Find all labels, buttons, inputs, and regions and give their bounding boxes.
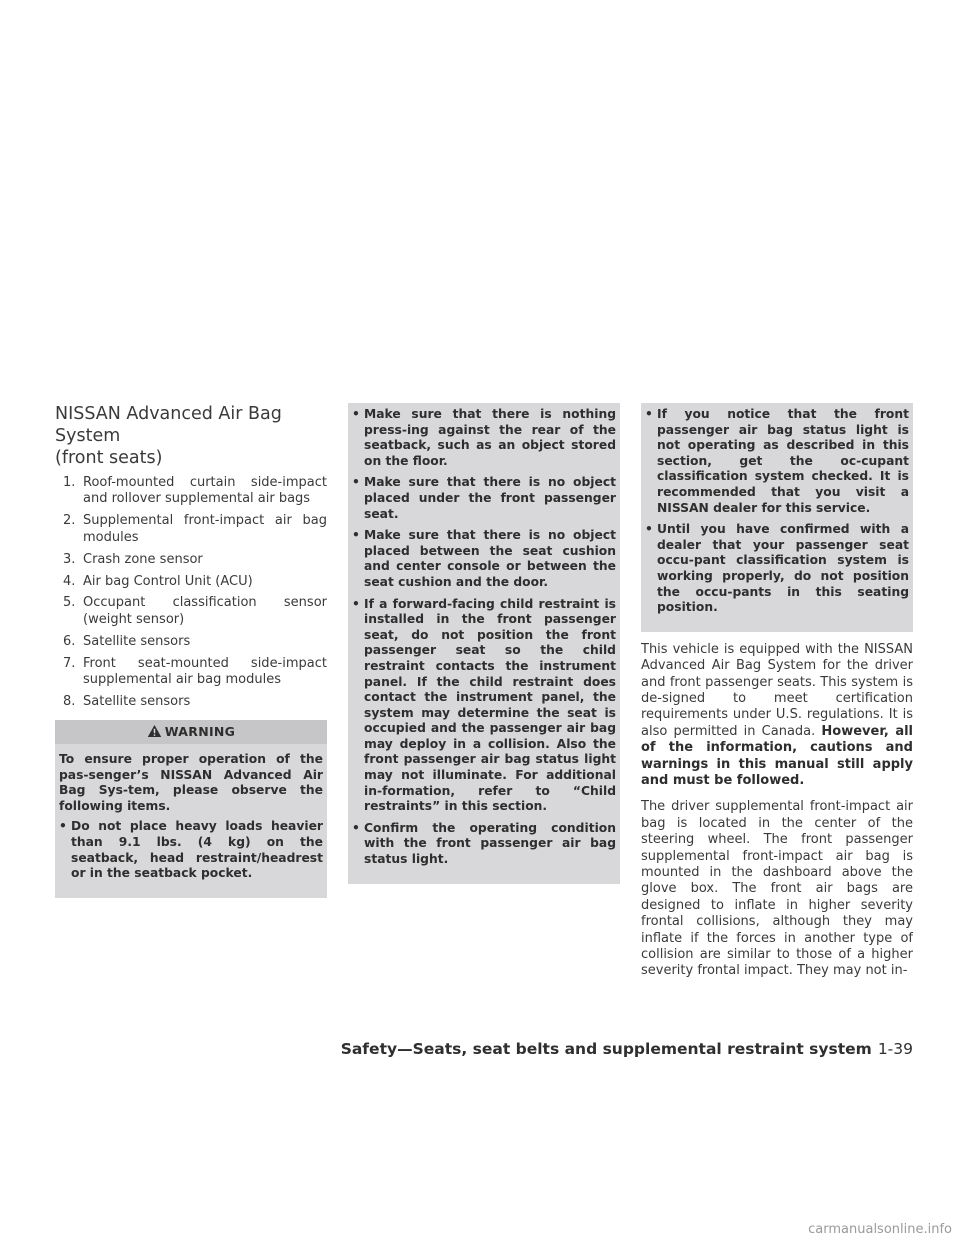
warning-intro: To ensure proper operation of the pas-senger’s NISSAN Advanced Air Bag Sys-tem, please observe the following items. [59, 751, 323, 813]
warning-box-continued [641, 403, 913, 632]
warning-list-col3 [645, 407, 909, 616]
warning-list-col2 [352, 407, 616, 868]
legend-item: 7. Front seat-mounted side-impact supplemental air bag modules [63, 655, 327, 688]
body-paragraph-1: This vehicle is equipped with the NISSAN Advanced Air Bag System for the driver and front passenger seats. This system is de-signed to meet certification requirements under U.S. regulations. It is also permitted in Canada. However, all of the information, cautions and warnings in this manual still apply and must be followed. [641, 641, 914, 788]
legend-item: 1. Roof-mounted curtain side-impact and rollover supplemental air bags [63, 475, 327, 507]
legend-item: 3. Crash zone sensor [63, 551, 203, 567]
page-footer [0, 1040, 913, 1058]
column-1 [55, 403, 327, 898]
warning-box-continued [348, 403, 620, 884]
legend-item: 8. Satellite sensors [63, 693, 191, 709]
column-3 [641, 403, 913, 980]
warning-triangle-icon [147, 724, 162, 738]
warning-item: • Make sure that there is no object placed between the seat cushion and center console or between the seat cushion and the door. [352, 528, 616, 589]
warning-item: • Confirm the operating condition with the front passenger air bag status light. [352, 820, 616, 867]
warning-item: • Make sure that there is no object placed under the front passenger seat. [352, 475, 616, 521]
warning-item: • If a forward-facing child restraint is installed in the front passenger seat, do not position the front passenger seat so the child restraint contacts the instrument panel. If the child restraint does contact the instrument panel, the system may determine the seat is occupied and the passenger air bag may deploy in a collision. Also the front passenger air bag status light may not illuminate. For additional in-formation, refer to “Child restraints” in this section. [352, 596, 616, 814]
warning-item: • Until you have confirmed with a dealer that your passenger seat occu-pant classification system is working properly, do not position the occu-pants in this seating position. [645, 522, 909, 615]
legend-item: 2. Supplemental front-impact air bag modules [63, 513, 327, 545]
body-paragraph-2: The driver supplemental front-impact air bag is located in the center of the steering wheel. The front passenger supplemental front-impact air bag is mounted in the dashboard above the glove box. The front air bags are designed to inflate in higher severity frontal collisions, although they may inflate if the forces in another type of collision are similar to those of a higher severity frontal impact. They may not in- [641, 799, 913, 979]
warning-item: • If you notice that the front passenger air bag status light is not operating as described in this section, get the oc-cupant classification system checked. It is recommended that you visit a NISSAN dealer for this service. [645, 407, 909, 515]
column-2 [348, 403, 620, 884]
section-title-line-1: NISSAN Advanced Air Bag System [55, 404, 282, 446]
watermark: carmanualsonline.info [808, 1222, 952, 1237]
warning-heading-text: WARNING [164, 724, 236, 740]
body-paragraph-1-emphasis: However, all of the information, cautions and warnings in this manual still apply and must be followed. [641, 723, 914, 788]
warning-box [55, 720, 327, 897]
warning-item: • Do not place heavy loads heavier than 9.1 lbs. (4 kg) on the seatback, head restraint/headrest or in the seatback pocket. [59, 819, 323, 881]
warning-list-col1 [59, 819, 323, 881]
warning-heading [55, 720, 327, 744]
legend-item: 6. Satellite sensors [63, 633, 191, 649]
component-legend [55, 475, 327, 710]
footer-section-name: Safety—Seats, seat belts and supplemental restraint system [340, 1040, 872, 1058]
page-number: 1-39 [877, 1040, 913, 1058]
section-title [55, 403, 327, 469]
warning-item: • Make sure that there is nothing press-ing against the rear of the seatback, such as an object stored on the floor. [352, 407, 616, 468]
legend-item: 5. Occupant classification sensor (weight sensor) [63, 595, 327, 627]
section-title-line-2: (front seats) [55, 448, 163, 468]
legend-item: 4. Air bag Control Unit (ACU) [63, 573, 253, 589]
